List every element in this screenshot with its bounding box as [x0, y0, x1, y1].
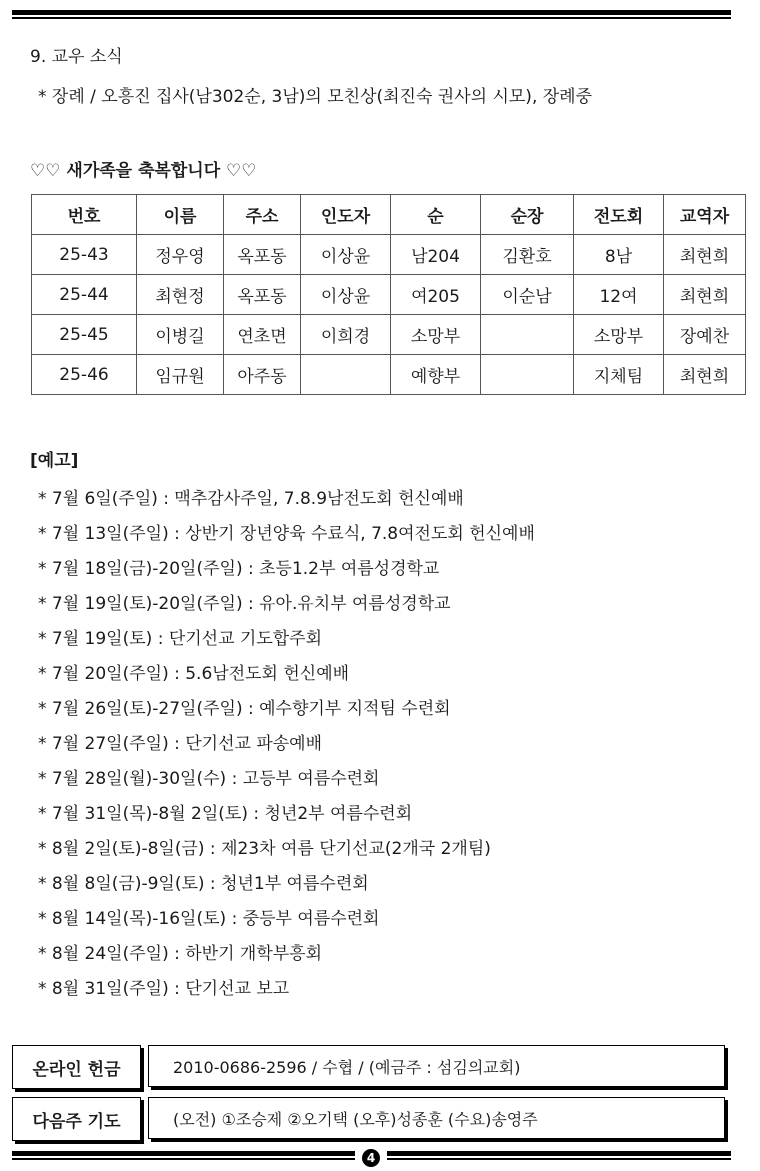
cell-cell-leader: 김환호 [481, 235, 574, 275]
header-pastor: 교역자 [664, 195, 746, 235]
cell-mission-group: 12여 [574, 275, 664, 315]
notice-item: * 7월 27일(주일) : 단기선교 파송예배 [38, 734, 323, 754]
notice-item: * 7월 19일(토)-20일(주일) : 유아.유치부 여름성경학교 [38, 594, 451, 614]
cell-pastor: 최현희 [664, 235, 746, 275]
notice-item: * 7월 18일(금)-20일(주일) : 초등1.2부 여름성경학교 [38, 559, 440, 579]
new-family-table [31, 194, 746, 395]
notice-item: * 8월 31일(주일) : 단기선교 보고 [38, 979, 290, 999]
cell-cell: 소망부 [391, 315, 481, 355]
online-offering-label: 온라인 헌금 [12, 1045, 141, 1089]
page-number: 4 [362, 1149, 380, 1167]
header-name: 이름 [137, 195, 224, 235]
header-mission-group: 전도회 [574, 195, 664, 235]
cell-name: 이병길 [137, 315, 224, 355]
notice-item: * 7월 20일(주일) : 5.6남전도회 헌신예배 [38, 664, 350, 684]
news-item: * 장례 / 오흥진 집사(남302순, 3남)의 모친상(최진숙 권사의 시모), 장례중 [38, 87, 593, 107]
notice-item: * 8월 24일(주일) : 하반기 개학부흥회 [38, 944, 323, 964]
notice-item: * 7월 13일(주일) : 상반기 장년양육 수료식, 7.8여전도회 헌신예배 [38, 524, 535, 544]
cell-number: 25-44 [32, 275, 137, 315]
header-guide: 인도자 [301, 195, 391, 235]
notice-item: * 8월 2일(토)-8일(금) : 제23차 여름 단기선교(2개국 2개팀) [38, 839, 491, 859]
cell-cell-leader [481, 355, 574, 395]
cell-name: 최현정 [137, 275, 224, 315]
notice-item: * 7월 28일(월)-30일(수) : 고등부 여름수련회 [38, 769, 380, 789]
bottom-rule-left-thick [12, 1151, 355, 1156]
table-row [32, 235, 746, 275]
cell-cell: 예향부 [391, 355, 481, 395]
cell-cell: 남204 [391, 235, 481, 275]
cell-pastor: 최현희 [664, 275, 746, 315]
online-offering-account: 2010-0686-2596 / 수협 / (예금주 : 섬김의교회) [148, 1045, 725, 1087]
cell-number: 25-43 [32, 235, 137, 275]
cell-mission-group: 소망부 [574, 315, 664, 355]
notice-item: * 7월 6일(주일) : 맥추감사주일, 7.8.9남전도회 헌신예배 [38, 489, 464, 509]
header-cell-leader: 순장 [481, 195, 574, 235]
top-rule-thick [12, 10, 731, 15]
next-week-prayer-list: (오전) ①조승제 ②오기택 (오후)성종훈 (수요)송영주 [148, 1097, 725, 1139]
cell-name: 임규원 [137, 355, 224, 395]
table-row [32, 315, 746, 355]
cell-guide: 이희경 [301, 315, 391, 355]
cell-cell-leader: 이순남 [481, 275, 574, 315]
cell-mission-group: 지체팀 [574, 355, 664, 395]
bottom-rule-left-thin [12, 1158, 355, 1160]
cell-guide: 이상윤 [301, 235, 391, 275]
table-row [32, 275, 746, 315]
table-header-row [32, 195, 746, 235]
cell-cell: 여205 [391, 275, 481, 315]
news-section-title: 9. 교우 소식 [30, 47, 123, 67]
new-family-title: ♡♡ 새가족을 축복합니다 ♡♡ [30, 161, 257, 181]
next-week-prayer-label: 다음주 기도 [12, 1097, 141, 1141]
cell-cell-leader [481, 315, 574, 355]
cell-guide: 이상윤 [301, 275, 391, 315]
notice-item: * 7월 26일(토)-27일(주일) : 예수향기부 지적팀 수련회 [38, 699, 451, 719]
cell-pastor: 장예찬 [664, 315, 746, 355]
cell-number: 25-45 [32, 315, 137, 355]
bottom-rule-right-thick [387, 1151, 731, 1156]
cell-pastor: 최현희 [664, 355, 746, 395]
cell-number: 25-46 [32, 355, 137, 395]
top-rule-thin [12, 17, 731, 19]
header-cell: 순 [391, 195, 481, 235]
cell-guide [301, 355, 391, 395]
notice-section-title: [예고] [30, 451, 79, 471]
notice-item: * 7월 19일(토) : 단기선교 기도합주회 [38, 629, 323, 649]
cell-address: 옥포동 [224, 235, 301, 275]
cell-name: 정우영 [137, 235, 224, 275]
cell-address: 아주동 [224, 355, 301, 395]
notice-item: * 8월 8일(금)-9일(토) : 청년1부 여름수련회 [38, 874, 369, 894]
cell-address: 연초면 [224, 315, 301, 355]
cell-address: 옥포동 [224, 275, 301, 315]
notice-item: * 8월 14일(목)-16일(토) : 중등부 여름수련회 [38, 909, 380, 929]
cell-mission-group: 8남 [574, 235, 664, 275]
header-address: 주소 [224, 195, 301, 235]
notice-item: * 7월 31일(목)-8월 2일(토) : 청년2부 여름수련회 [38, 804, 413, 824]
bottom-rule-right-thin [387, 1158, 731, 1160]
header-number: 번호 [32, 195, 137, 235]
table-row [32, 355, 746, 395]
